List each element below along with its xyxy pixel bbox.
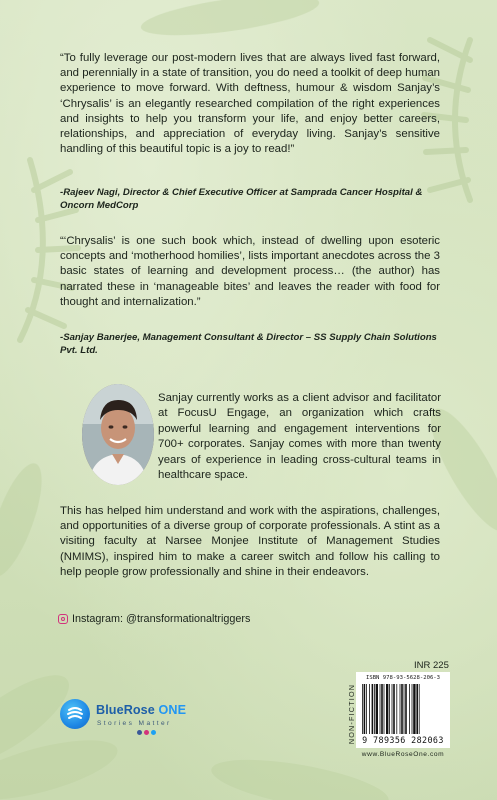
publisher-name-accent: ONE: [158, 703, 187, 717]
quote-2-text: “‘Chrysalis’ is one such book which, instead of dwelling upon esoteric concepts and ‘motherhood homilies’, lists important anecdotes across the 3 basic states of learning and development process… (the author) has narrated these in ‘manageable bites’ and leaves the reader with food for thought and internalization.”: [60, 235, 440, 308]
facebook-icon: [137, 730, 142, 735]
barcode-bar: [362, 684, 363, 734]
barcode-bar: [389, 684, 390, 734]
isbn-label: ISBN 978-93-5628-206-3: [365, 675, 441, 681]
barcode-bar: [405, 684, 407, 734]
barcode-bar: [413, 684, 415, 734]
barcode-bar: [393, 684, 395, 734]
instagram-icon: [58, 614, 68, 624]
publisher-tagline: Stories Matter: [97, 720, 172, 727]
barcode-bar: [380, 684, 381, 734]
quote-1-attribution: -Rajeev Nagi, Director & Chief Executive Officer at Samprada Cancer Hospital & Oncorn MedCorp: [60, 187, 423, 212]
isbn-number: 9 789356 282063: [362, 735, 444, 745]
author-bio-intro: Sanjay currently works as a client advisor and facilitator at FocusU Engage, an organization which crafts powerful learning and engagement interventions for 700+ corporates. Sanjay comes with more than twenty years of experience in leading cross-cultural teams in healthcare space.: [158, 392, 441, 482]
publisher-social-icons: [137, 730, 156, 735]
price-label: INR 225: [414, 660, 449, 671]
author-bio-continuation: This has helped him understand and work with the aspirations, challenges, and opportunities of a diverse group of corporate professionals. A stint as a visiting faculty at Narsee Monjee Institute of Management Studies (NMIMS), inspired him to make a career switch and follow his calling to help people grow professionally and shine in their endeavors.: [60, 505, 440, 578]
barcode-bar: [401, 684, 403, 734]
author-photo: [82, 384, 154, 485]
barcode-bar: [404, 684, 405, 734]
barcode-bar: [392, 684, 393, 734]
barcode-bar: [372, 684, 374, 734]
barcode-bar: [386, 684, 388, 734]
publisher-name: [96, 703, 186, 717]
author-portrait-illustration: [82, 384, 154, 485]
quote-1-text: “To fully leverage our post-modern lives that are always lived fast forward, and perennially in a state of transition, you do need a toolkit of deep human experience to move forward. With deftness, humour & wisdom Sanjay’s ‘Chrysalis’ is an elegantly researched compilation of the right experiences and insights to help you transform your life, and enjoy better careers, relationships, and appreciation of everyday living. Sanjay’s sensitive handling of this beautiful topic is a joy to read!”: [60, 52, 440, 156]
barcode-bar: [412, 684, 413, 734]
barcode-bar: [364, 684, 366, 734]
barcode-bar: [419, 684, 420, 734]
instagram-handle: [58, 613, 250, 625]
barcode-bar: [374, 684, 375, 734]
barcode-bar: [376, 684, 378, 734]
quote-2-attribution: -Sanjay Banerjee, Management Consultant & Director – SS Supply Chain Solutions Pvt. Ltd.: [60, 332, 437, 357]
publisher-logo-icon: [60, 699, 90, 729]
barcode-bar: [381, 684, 383, 734]
barcode-bars: [356, 682, 450, 742]
barcode-bar: [400, 684, 401, 734]
barcode-bar: [366, 684, 367, 734]
barcode-bar: [369, 684, 370, 734]
barcode-bar: [416, 684, 418, 734]
isbn-barcode: [356, 672, 450, 748]
barcode-bar: [409, 684, 410, 734]
publisher-name-main: BlueRose: [96, 703, 159, 717]
instagram-small-icon: [144, 730, 149, 735]
twitter-icon: [151, 730, 156, 735]
instagram-text: Instagram: @transformationaltriggers: [72, 613, 251, 625]
barcode-bar: [396, 684, 397, 734]
publisher-website: www.BlueRoseOne.com: [361, 751, 445, 758]
barcode-bar: [384, 684, 385, 734]
genre-label: NON-FICTION: [347, 683, 356, 745]
